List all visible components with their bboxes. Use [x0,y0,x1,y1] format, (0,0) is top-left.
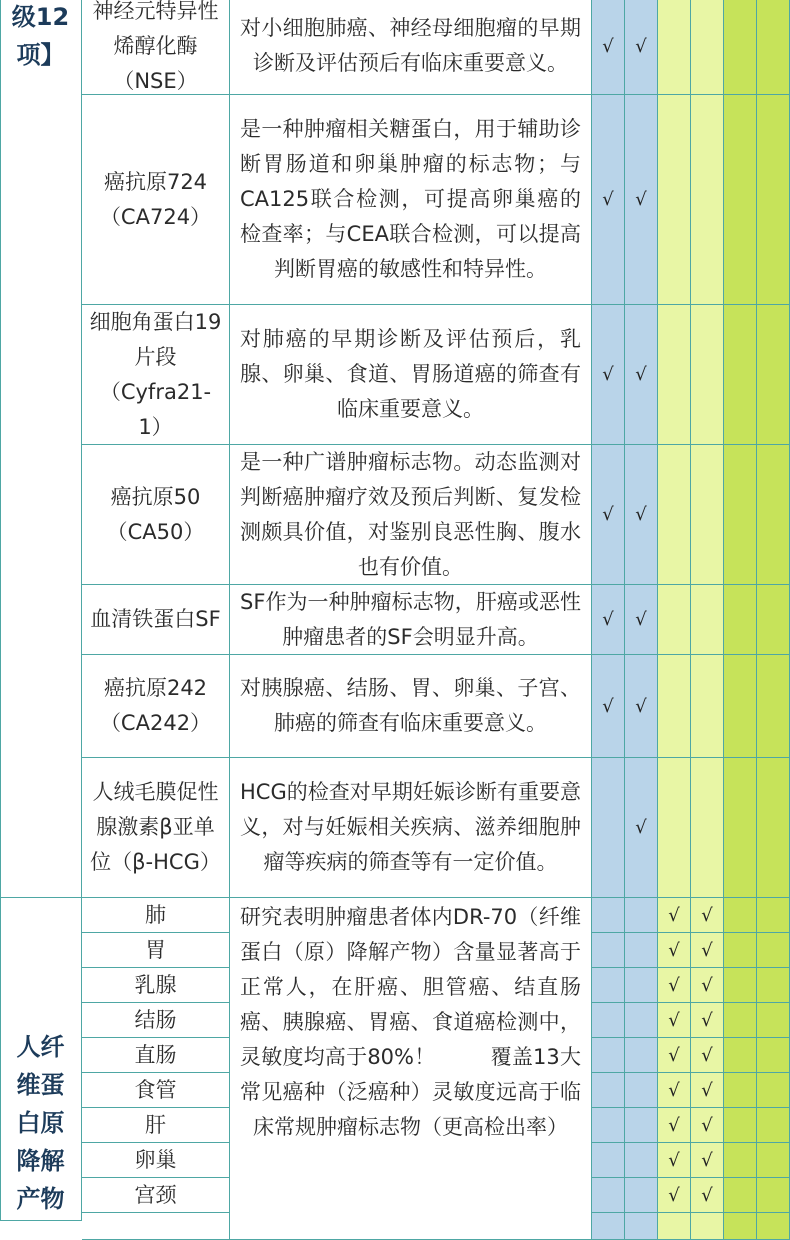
check-cell [757,1038,790,1073]
check-cell [691,1213,724,1240]
check-cell [592,1073,625,1108]
check-cell [757,305,790,445]
check-cell [691,305,724,445]
check-cell [724,95,757,305]
check-cell [658,95,691,305]
check-cell [724,1213,757,1240]
check-cell: √ [658,1073,691,1108]
check-cell [757,1073,790,1108]
check-cell [658,305,691,445]
check-cell [724,1178,757,1213]
check-cell: √ [625,305,658,445]
check-cell: √ [691,1143,724,1178]
check-cell [592,1143,625,1178]
check-cell [658,1213,691,1240]
check-cell [724,1038,757,1073]
organ-name: 胃 [82,933,230,968]
check-cell [592,1108,625,1143]
check-cell: √ [691,1003,724,1038]
check-cell [625,1038,658,1073]
check-cell: √ [658,1143,691,1178]
check-cell [724,1073,757,1108]
check-cell: √ [658,1038,691,1073]
check-cell [625,1073,658,1108]
check-cell [592,1038,625,1073]
check-cell: √ [691,1178,724,1213]
check-cell [592,898,625,933]
check-cell: √ [625,585,658,655]
check-cell: √ [658,1003,691,1038]
check-cell [724,1143,757,1178]
check-cell [757,1003,790,1038]
check-cell [724,898,757,933]
marker-description: 是一种广谱肿瘤标志物。动态监测对判断癌肿瘤疗效及预后判断、复发检测颇具价值，对鉴别良恶性胸、腹水也有价值。 [230,445,592,585]
dr70-description: 研究表明肿瘤患者体内DR-70（纤维蛋白（原）降解产物）含量显著高于正常人，在肝癌、胆管癌、结直肠癌、胰腺癌、胃癌、食道癌检测中，灵敏度均高于80%！ 覆盖13大常见癌种（泛癌种）灵敏度远高于临床常规肿瘤标志物（更高检出率） [230,898,592,1240]
check-cell [592,758,625,898]
check-cell [757,898,790,933]
check-cell [625,1213,658,1240]
organ-name: 肝 [82,1108,230,1143]
check-cell: √ [691,968,724,1003]
organ-name: 乳腺 [82,968,230,1003]
check-cell [757,1178,790,1213]
marker-description: SF作为一种肿瘤标志物，肝癌或恶性肿瘤患者的SF会明显升高。 [230,585,592,655]
check-cell [757,0,790,95]
check-cell [724,968,757,1003]
organ-name: 结肠 [82,1003,230,1038]
check-cell [691,655,724,758]
check-cell [625,968,658,1003]
check-cell [691,585,724,655]
check-cell: √ [691,1073,724,1108]
check-cell: √ [592,655,625,758]
check-cell: √ [592,305,625,445]
check-cell [625,933,658,968]
check-cell [625,898,658,933]
marker-description: 对胰腺癌、结肠、胃、卵巢、子宫、肺癌的筛查有临床重要意义。 [230,655,592,758]
marker-name: 血清铁蛋白SF [82,585,230,655]
check-cell [724,655,757,758]
organ-name-partial [82,1213,230,1240]
check-cell [625,1178,658,1213]
check-cell: √ [592,0,625,95]
marker-description: HCG的检查对早期妊娠诊断有重要意义，对与妊娠相关疾病、滋养细胞肿瘤等疾病的筛查等有一定价值。 [230,758,592,898]
marker-description: 对小细胞肺癌、神经母细胞瘤的早期诊断及评估预后有临床重要意义。 [230,0,592,95]
check-cell [757,585,790,655]
check-cell [592,968,625,1003]
check-cell [691,0,724,95]
check-cell [757,95,790,305]
organ-name: 卵巢 [82,1143,230,1178]
check-cell: √ [592,445,625,585]
check-cell [691,95,724,305]
check-cell: √ [691,1108,724,1143]
check-cell [757,1108,790,1143]
check-cell: √ [691,898,724,933]
check-cell: √ [658,933,691,968]
check-cell [625,1143,658,1178]
check-cell: √ [658,968,691,1003]
check-cell [658,758,691,898]
check-cell [757,758,790,898]
check-cell [592,933,625,968]
check-cell [592,1003,625,1038]
check-cell [658,0,691,95]
check-cell: √ [625,95,658,305]
organ-name: 直肠 [82,1038,230,1073]
check-cell [757,1213,790,1240]
check-cell: √ [658,898,691,933]
check-cell [592,1213,625,1240]
check-cell: √ [625,655,658,758]
check-cell [658,655,691,758]
check-cell [757,968,790,1003]
marker-name: 细胞角蛋白19片段（Cyfra21-1） [82,305,230,445]
marker-name: 癌抗原724（CA724） [82,95,230,305]
check-cell [691,758,724,898]
check-cell [724,1003,757,1038]
marker-description: 是一种肿瘤相关糖蛋白，用于辅助诊断胃肠道和卵巢肿瘤的标志物；与CA125联合检测，可提高卵巢癌的检查率；与CEA联合检测，可以提高判断胃癌的敏感性和特异性。 [230,95,592,305]
check-cell [724,1108,757,1143]
check-cell [658,445,691,585]
marker-name: 人绒毛膜促性腺激素β亚单位（β-HCG） [82,758,230,898]
check-cell: √ [625,758,658,898]
organ-name: 宫颈 [82,1178,230,1213]
table-left-border [0,0,1,1221]
organ-name: 肺 [82,898,230,933]
check-cell [724,585,757,655]
check-cell: √ [625,0,658,95]
check-cell: √ [691,933,724,968]
check-cell [724,305,757,445]
check-cell [757,1143,790,1178]
marker-name: 癌抗原242（CA242） [82,655,230,758]
category-cell: 级12 项】 [0,0,82,898]
check-cell: √ [592,95,625,305]
organ-name: 食管 [82,1073,230,1108]
check-cell [658,585,691,655]
check-cell [625,1108,658,1143]
check-cell [592,1178,625,1213]
category-cell: 人纤维蛋白原降解产物 [0,898,82,1221]
check-cell [691,445,724,585]
check-cell: √ [592,585,625,655]
check-cell [724,0,757,95]
check-cell: √ [658,1108,691,1143]
check-cell [724,933,757,968]
check-cell [757,933,790,968]
marker-name: 癌抗原50（CA50） [82,445,230,585]
check-cell: √ [691,1038,724,1073]
check-cell: √ [658,1178,691,1213]
check-cell [625,1003,658,1038]
check-cell: √ [625,445,658,585]
check-cell [757,655,790,758]
marker-name: 神经元特异性烯醇化酶（NSE） [82,0,230,95]
check-cell [724,445,757,585]
check-cell [757,445,790,585]
check-cell [724,758,757,898]
marker-description: 对肺癌的早期诊断及评估预后，乳腺、卵巢、食道、胃肠道癌的筛查有临床重要意义。 [230,305,592,445]
